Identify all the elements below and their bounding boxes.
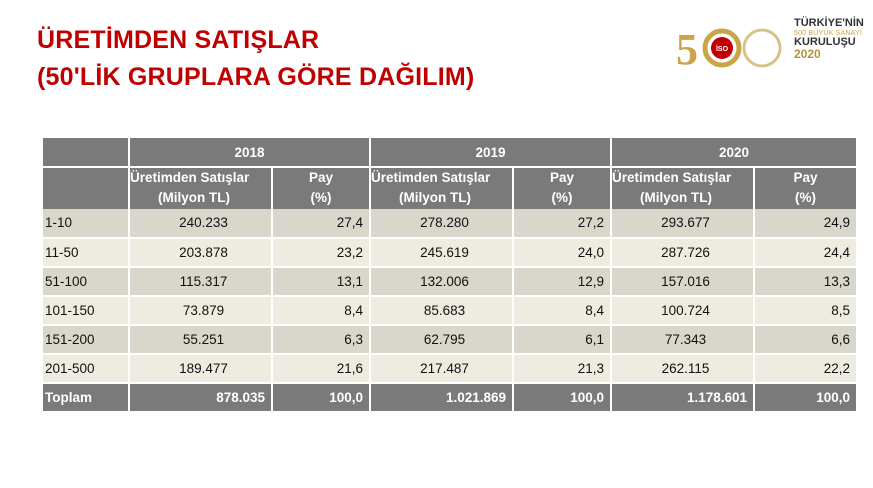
sales-2019: 217.487 [370,354,513,383]
logo-line1: TÜRKİYE'NİN [794,17,864,29]
year-header-row [43,138,856,167]
sales-2019: 62.795 [370,325,513,354]
pay-2019: 21,3 [513,354,611,383]
sales-header-2018: Üretimden Satışlar (Milyon TL) [129,167,272,209]
logo-line2: 500 BÜYÜK SANAYİ [794,29,863,37]
column-header-row [43,167,856,209]
sales-distribution-table [43,138,856,413]
iso-500-logo [676,16,864,76]
sales-2018: 55.251 [129,325,272,354]
pay-2018: 8,4 [272,296,370,325]
pay-header-2020: Pay (%) [754,167,856,209]
pay-header-2018: Pay (%) [272,167,370,209]
logo-digit-5: 5 [676,25,698,70]
total-pay-2018: 100,0 [272,383,370,412]
year-header-2020: 2020 [611,138,856,167]
table-row [43,296,856,325]
year-header-2018: 2018 [129,138,370,167]
group-label: 201-500 [43,354,129,383]
pay-2020: 13,3 [754,267,856,296]
group-label: 101-150 [43,296,129,325]
logo-year: 2020 [794,47,821,62]
sales-2019: 132.006 [370,267,513,296]
group-header-cell [43,167,129,209]
sales-2020: 157.016 [611,267,754,296]
sales-2019: 278.280 [370,209,513,238]
sales-2018: 203.878 [129,238,272,267]
pay-2019: 12,9 [513,267,611,296]
sales-2020: 77.343 [611,325,754,354]
table-row [43,238,856,267]
page-title-line2: (50'LİK GRUPLARA GÖRE DAĞILIM) [37,63,475,91]
sales-2020: 287.726 [611,238,754,267]
total-label: Toplam [43,383,129,412]
total-sales-2020: 1.178.601 [611,383,754,412]
page-title-line1: ÜRETİMDEN SATIŞLAR [37,26,320,54]
pay-2019: 6,1 [513,325,611,354]
sales-2018: 73.879 [129,296,272,325]
group-label: 11-50 [43,238,129,267]
total-row [43,383,856,412]
sales-2020: 293.677 [611,209,754,238]
logo-line3: KURULUŞU [794,35,856,48]
pay-2020: 8,5 [754,296,856,325]
sales-2020: 262.115 [611,354,754,383]
pay-2019: 8,4 [513,296,611,325]
sales-2018: 189.477 [129,354,272,383]
sales-2018: 240.233 [129,209,272,238]
total-pay-2020: 100,0 [754,383,856,412]
pay-header-2019: Pay (%) [513,167,611,209]
table-row [43,267,856,296]
pay-2018: 13,1 [272,267,370,296]
corner-cell [43,138,129,167]
sales-2018: 115.317 [129,267,272,296]
group-label: 51-100 [43,267,129,296]
sales-2019: 85.683 [370,296,513,325]
logo-ring-outline [744,30,780,66]
pay-2020: 24,4 [754,238,856,267]
sales-header-2020: Üretimden Satışlar (Milyon TL) [611,167,754,209]
table-row [43,325,856,354]
logo-iso-badge: İSO [715,46,729,53]
total-pay-2019: 100,0 [513,383,611,412]
pay-2020: 6,6 [754,325,856,354]
table-row [43,354,856,383]
sales-2020: 100.724 [611,296,754,325]
total-sales-2018: 878.035 [129,383,272,412]
pay-2020: 24,9 [754,209,856,238]
group-label: 1-10 [43,209,129,238]
pay-2019: 24,0 [513,238,611,267]
group-label: 151-200 [43,325,129,354]
iso-500-emblem [676,24,786,70]
pay-2018: 6,3 [272,325,370,354]
table-row [43,209,856,238]
year-header-2019: 2019 [370,138,611,167]
total-sales-2019: 1.021.869 [370,383,513,412]
pay-2020: 22,2 [754,354,856,383]
logo-text [794,18,864,61]
sales-2019: 245.619 [370,238,513,267]
pay-2019: 27,2 [513,209,611,238]
pay-2018: 21,6 [272,354,370,383]
sales-header-2019: Üretimden Satışlar (Milyon TL) [370,167,513,209]
pay-2018: 27,4 [272,209,370,238]
pay-2018: 23,2 [272,238,370,267]
